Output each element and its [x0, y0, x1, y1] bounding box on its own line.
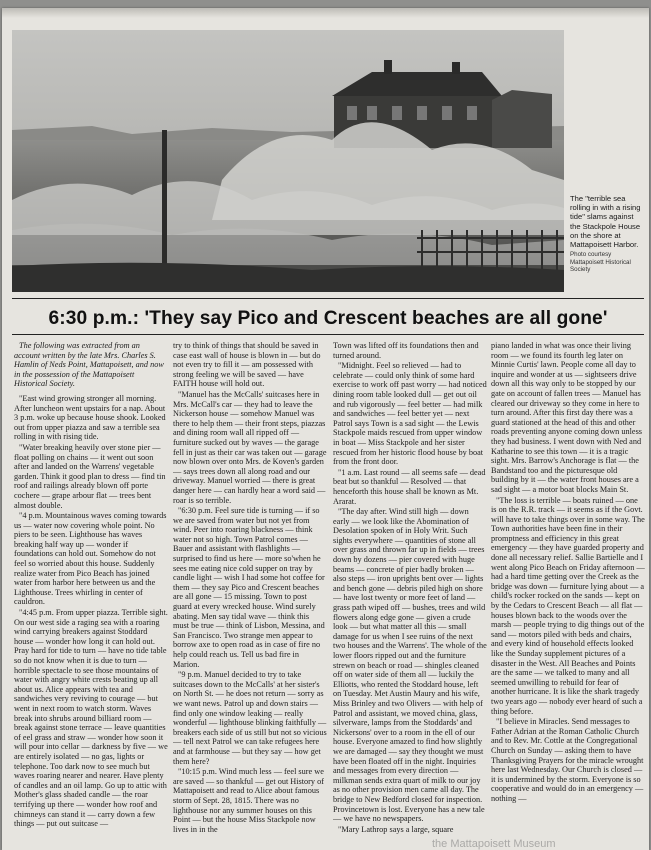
article-paragraph: "4 p.m. Mountainous waves coming towards us — water now covering whole point. No piers to be seen. Lighthouse has waves breaking half way up — wonder if foundations can hold out. Somehow do not feel so worried about this house. Suddenly realize water from Pico Beach has joined water from harbor here between us and the Lighthouse. Trees whirling in center of cauldron.	[14, 511, 167, 607]
article-paragraph: "1 a.m. Last round — all seems safe — dead beat but so thankful — Resolved — that henceforth this house shall be known as Mt. Ararat.	[333, 467, 486, 506]
article-column-4	[491, 341, 645, 850]
article-paragraph: "The loss is terrible — boats ruined — one is on the R.R. track — it seems as if the Govt. will have to take things over in some way. The Town authorities have been fine in their promptness and efficiency in this great emergency — they have guarded property and done all necessary relief. Sallie Bartielle and I went along Pico Beach on Friday afternoon — had a hard time getting over the Creek as the bridge was down — furniture lying about — a child's rocker rocked on the sands — kept on by the Cedars to Crescent Beach — all flat — houses blown back to the woods over the marsh — people trying to dig things out of the sand — motors piled with beds and chairs, and every kind of household effects looked like the Sunday supplement pictures of a disaster in the West. All Beaches and Points are the same — we talked to many and all seemed unwilling to rebuild for fear of another hurricane. It is like the shark tragedy two years ago — nobody ever heard of such a thing before.	[491, 495, 645, 716]
newspaper-clipping	[2, 8, 649, 850]
article-paragraph: "6:30 p.m. Feel sure tide is turning — if so we are saved from water but not yet from wind. Peer into roaring blackness — think water not so high. Town Patrol comes — Bauer and assistant with flashlights — surprised to find us here — more so'when he sees me eating nice cold supper on tray by candle light — wish I had some hot coffee for them — they say Pico and Crescent beaches are all gone — 15 missing. Town to post guard at every wrecked house. Wind surely abating. Men say tidal wave — think this must be true — think of Lisbon, Messina, and San Francisco. Two strange men appear to borrow axe to open road as in case of fire no help could reach us. Tell us bad fire in Marion.	[173, 506, 325, 669]
storm-photo	[12, 30, 564, 292]
article-paragraph: piano landed in what was once their living room — we found its fourth leg later on Minnie Curtis' lawn. People come all day to inquire and wonder at us — sightseers drive down all this way only to be stopped by our gate on account of fallen trees — Manuel has cleared our driveway so they come in here to turn around. After this first day there was a guard stationed at the head of this and other roads preventing anyone coming down unless they had business. I went down with Ned and Katharine to see this town — it is a tragic sight. Mrs. Barrow's Anchorage is flat — the Bandstand too and the picturesque old building by it — the water front houses are a sad sight — a motor boat blocks Main St.	[491, 341, 642, 494]
museum-watermark: the Mattapoisett Museum	[432, 838, 556, 850]
photo-caption-text: The "terrible sea rolling in with a rising tide" slams against the Stackpole House on the shore at Mattapoisett Harbor.	[570, 194, 641, 250]
article-intro: The following was extracted from an account written by the late Mrs. Charles S. Hamlin of Neds Point, Mattapoisett, and now in the possession of the Mattapoisett Historical Society.	[14, 341, 164, 389]
headline: 6:30 p.m.: 'They say Pico and Crescent beaches are all gone'	[48, 308, 608, 329]
article-paragraph: "9 p.m. Manuel decided to try to take suitcases down to the McCalls' at her sister's on North St. — he does not return — sorry as we want news. Patrol up and down stairs — find only one window leaking — really wonderful — lighthouse blinking faithfully — breakers each side of us still but not so vicious — tell next Patrol we can take refugees here and at farmhouse — but they say — how get them here?	[173, 670, 327, 766]
article-column-1	[14, 341, 168, 850]
article-column-2	[173, 341, 327, 850]
photo-credit: Photo courtesy Mattapoisett Historical Society	[570, 251, 631, 274]
article-paragraph: try to think of things that should be saved in case east wall of house is blown in — but do not even try to fill it — am possessed with strong feeling we will be saved — have FAITH house will hold out.	[173, 341, 321, 389]
article-paragraph: "4:45 p.m. From upper piazza. Terrible sight. On our west side a raging sea with a roaring wind carrying breakers against Stoddard house — wonder how long it can hold out. Pray hard for tide to turn — have no tide table so do not know when it is due to turn — horrible spectacle to see those mountains of water with angry white crests beating up all about us. Alice appears with tea and sandwiches very reviving to courage — but went in next room to watch storm. Waves break into shrubs around billiard room — break against stone terrace — leave quantities of eel grass and straw — wonder how soon it will pour into cellar — darkness by five — we are entirely isolated — no gas, lights or telephone. Too dark now to see much but waves roaring nearer and nearer. Have plenty of candles and an oil lamp. Go up to attic with Mother's glass shaded candle — the roar terrifying up there — wonder how roof and chimneys can stand it — carry down a few things — put out suitcase —	[14, 608, 168, 829]
headline-bottom-rule	[12, 334, 644, 335]
article-paragraph: "Manuel has the McCalls' suitcases here in Mrs. McCall's car — they had to leave the Nickerson house — somehow Manuel was there to help them — their front steps, piazzas and dining room wall all ripped off — furniture sucked out by waves — the garage fell in just as their car was taken out — garage now blown over onto Mrs. de Koven's garden — says trees down all along road and our driveway. Manuel worried — there is great danger here — can hardly hear a word said — roar is so terrible.	[173, 389, 327, 505]
article-paragraph: "The day after. Wind still high — down early — we look like the Abomination of Desolation spoken of in Holy Writ. Such sights everywhere — quantities of stone all over grass and thrown far up in fields — trees down by dozens — pier covered with huge beams — concrete of pier badly broken — also steps — iron uprights bent over — lights and bench gone — debris piled high on shore — have lost twenty or more feet of land — grass path wiped off — bushes, trees and wild flowers along edge gone — given a crude look — but what matter all this — small damage for us when I see ruins of the next two houses and the Warrens'. The whole of the lower floors ripped out and the furniture strewn on beach or road — shingles cleaned off on water side of them all — luckily the Elliotts, who rented the Stoddard house, left on Tuesday. Met Austin Maury and his wife, Miss Brinley and two Olivers — with help of Patrol and assistant, we moved china, glass, silverware, lamps from the Stoddards' and Nickersons' over to a room in the ell of our house. Everyone amazed to find how slightly we are damaged — say they thought we must have been floated off in the night. Inquiries and messages from every direction — milkman sends extra quart of milk to our joy as no other provision men came all day. The bridge to New Bedford closed for inspection. Provincetown is lost. Everyone has a new tale — we have no newspapers.	[333, 507, 487, 824]
article-paragraph: Town was lifted off its foundations then and turned around.	[333, 341, 479, 360]
article-paragraph: "10:15 p.m. Wind much less — feel sure we are saved — so thankful — get out History of Mattapoisett and read to Alice about famous storm of Sept. 28, 1815. There was no lighthouse nor any summer houses on this Point — but the house Miss Stackpole now lives in in the	[173, 767, 324, 834]
storm-photo-illustration	[12, 30, 564, 292]
photo-caption	[570, 194, 644, 274]
article-paragraph: "Midnight. Feel so relieved — had to celebrate — could only think of some hard exercise to work off past worry — had noticed dining room table looked dull — get out oil and rub vigorously — feel better — had milk and sandwiches — feel better yet — next Patrol says Town is a sad sight — the Lewis Stackpole maids rescued from upper window in boat — Miss Stackpole and her sister rescued from her historic flood house by boat from the front door.	[333, 361, 487, 467]
article-column-3	[333, 341, 487, 850]
headline-top-rule	[12, 298, 644, 299]
article-paragraph: "Water breaking heavily over stone pier — float polling on chains — it went out soon after and landed on the Warrens' vegetable garden. Think it good plan to dress — find tin roof and railings already blown off porte cochere — grape arbour flat — trees bent almost double.	[14, 442, 166, 510]
article-paragraph: "Mary Lathrop says a large, square	[338, 824, 454, 834]
article-paragraph: "East wind growing stronger all morning. After luncheon went upstairs for a nap. About 3 p.m. woke up because house shook. Looked out from upper piazza and saw a terrible sea rolling in with rising tide.	[14, 393, 166, 442]
article-paragraph: "I believe in Miracles. Send messages to Father Adrian at the Roman Catholic Church and to Rev. Mr. Cottle at the Congregational Church on Sunday — asking them to have Thanksgiving Prayers for the miracle wrought here last Wednesday. Our Church is closed — it is undermined by the storm. Everyone is so cooperative and would do in an emergency — nothing —	[491, 717, 644, 803]
